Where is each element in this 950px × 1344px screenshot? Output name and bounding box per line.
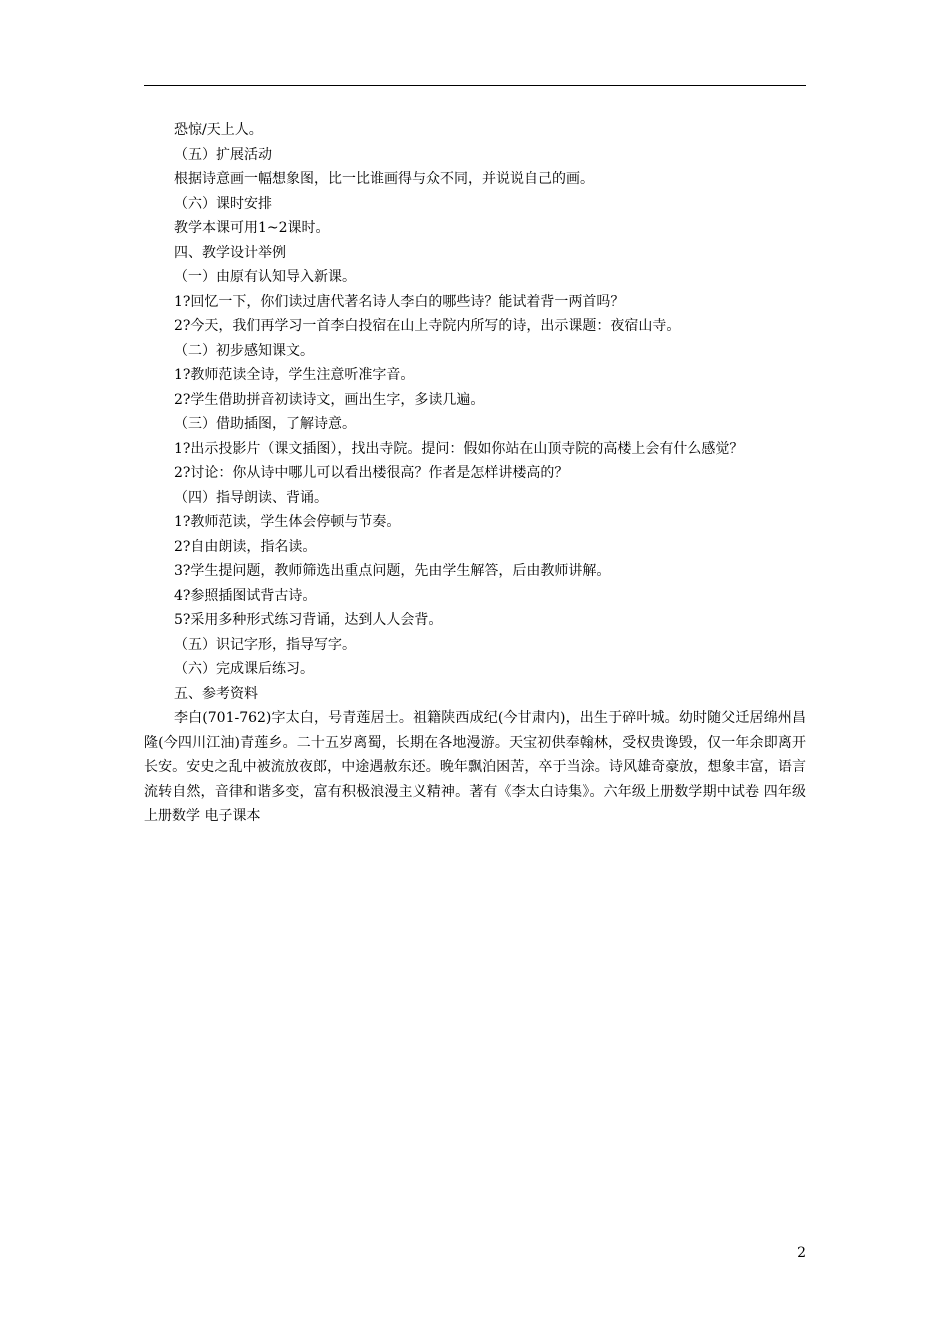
text-line: 5?采用多种形式练习背诵，达到人人会背。 [174,612,443,628]
text-line: 1?教师范读全诗，学生注意听准字音。 [174,367,415,383]
text-line: 恐惊/天上人。 [174,122,263,138]
text-line: 教学本课可用1~2课时。 [174,220,330,236]
section-heading: （五）识记字形，指导写字。 [174,636,356,653]
text-line: 2?学生借助拼音初读诗文，画出生字，多读几遍。 [174,391,485,408]
text-line: 1?回忆一下，你们读过唐代著名诗人李白的哪些诗？能试着背一两首吗？ [174,293,625,310]
document-body [144,118,806,829]
section-heading: （二）初步感知课文。 [174,342,314,359]
text-line: 3?学生提问题，教师筛选出重点问题，先由学生解答，后由教师讲解。 [174,563,611,579]
section-heading: （五）扩展活动 [174,146,272,163]
text-line: 1?教师范读，学生体会停顿与节奏。 [174,514,401,530]
paragraph-reference-libai: 李白(701-762)字太白，号青莲居士。祖籍陕西成纪(今甘肃内)，出生于碎叶城。幼时随父迁居绵州昌隆(今四川江油)青莲乡。二十五岁离蜀，长期在各地漫游。天宝初供奉翰林，受权贵谗毁，仅一年余即离开长安。安史之乱中被流放夜郎，中途遇赦东还。晚年飘泊困苦，卒于当涂。诗风雄奇豪放，想象丰富，语言流转自然，音律和谐多变，富有积极浪漫主义精神。著有《李太白诗集》。六年级上册数学期中试卷 四年级上册数学 电子课本 [144,710,806,824]
text-line: 4?参照插图试背古诗。 [174,587,317,604]
section-heading: 四、教学设计举例 [174,244,286,261]
section-heading: （四）指导朗读、背诵。 [174,489,328,506]
paragraph-illustration: 1?出示投影片（课文插图），找出寺院。提问：假如你站在山顶寺院的高楼上会有什么感觉？ [174,440,744,457]
section-heading: （六）课时安排 [174,195,272,212]
text-line: 2?自由朗读，指名读。 [174,538,317,555]
text-line: 根据诗意画一幅想象图，比一比谁画得与众不同，并说说自己的画。 [174,171,594,187]
header-rule [144,85,806,86]
section-heading: 五、参考资料 [174,685,258,702]
section-heading: （六）完成课后练习。 [174,661,314,677]
section-heading: （一）由原有认知导入新课。 [174,269,356,285]
text-line: 2?今天，我们再学习一首李白投宿在山上寺院内所写的诗，出示课题：夜宿山寺。 [174,318,681,334]
page-number: 2 [797,1245,806,1261]
text-line: 2?讨论：你从诗中哪儿可以看出楼很高？作者是怎样讲楼高的？ [174,465,569,481]
section-heading: （三）借助插图，了解诗意。 [174,416,356,432]
